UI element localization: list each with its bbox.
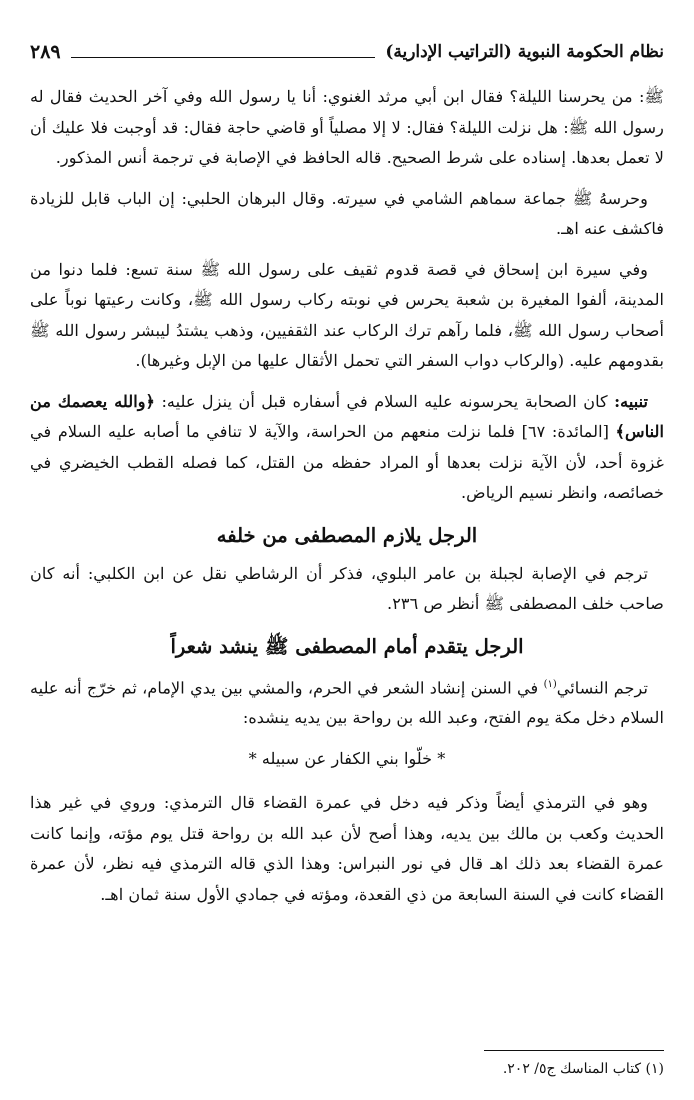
page-body: [30, 82, 664, 920]
poetry-verse: * خلّوا بني الكفار عن سبيله *: [248, 748, 446, 768]
paragraph: وهو في الترمذي أيضاً وذكر فيه دخل في عمرة القضاء قال الترمذي: وروي في غير هذا الحديث وكعب بن مالك بين يديه، وهذا أصح لأن عبد الله بن رواحة قتل يوم مؤته، وإنما كانت عمرة القضاء بعد ذلك اهـ قال في نور النبراس: وهذا الذي قاله الترمذي فيه نظر، لأن عمرة القضاء كانت في السنة السابعة من ذي القعدة، ومؤته في جمادي الأول سنة ثمان اهـ.: [30, 793, 664, 904]
quran-verse: ﴿والله يعصمك من الناس﴾: [30, 391, 664, 441]
paragraph: ترجم في الإصابة لجبلة بن عامر البلوي، فذكر أن الرشاطي نقل عن ابن الكلبي: أنه كان صاحب خلف المصطفى ﷺ أنظر ص ٢٣٦.: [30, 563, 664, 613]
section-heading: الرجل يتقدم أمام المصطفى ﷺ ينشد شعراً: [170, 634, 524, 658]
section-heading: الرجل يلازم المصطفى من خلفه: [216, 523, 478, 547]
paragraph: [30, 670, 664, 734]
footnote-ref[interactable]: (١): [543, 678, 557, 690]
footnote: (١) كتاب المناسك ج٥/ ٢٠٢.: [502, 1061, 664, 1077]
footnote-rule: [484, 1050, 664, 1051]
note-paragraph: [30, 387, 664, 509]
text-before-ref: ترجم النسائي: [556, 677, 648, 697]
paragraph: ﷺ: من يحرسنا الليلة؟ فقال ابن أبي مرثد الغنوي: أنا يا رسول الله وفي آخر الحديث فقال له رسول الله ﷺ: هل نزلت الليلة؟ فقال: لا إلا مصلياً أو قاضي حاجة فقال: قد أوجبت فلا عليك أن لا تعمل بعدها. إسناده على شرط الصحيح. قاله الحافظ في الإصابة في ترجمة أنس المذكور.: [30, 87, 664, 167]
note-lead: تنبيه:: [614, 391, 648, 411]
header-rule: [71, 57, 376, 58]
page-number: ٢٨٩: [30, 41, 61, 63]
note-text-after: [المائدة: ٦٧] فلما نزلت منعهم من الحراسة، والآية لا تنافي ما أصابه عليه السلام في غزوة أحد، لأن الآية نزلت بعدها أو المراد حفظه من القتل، كما فصله القطب الخيضري في خصائصه، وانظر نسيم الرياض.: [30, 422, 664, 502]
paragraph: وحرسهُ ﷺ جماعة سماهم الشامي في سيرته. وقال البرهان الحلبي: إن الباب قابل للزيادة فاكشف عنه اهـ.: [30, 188, 664, 238]
paragraph: وفي سيرة ابن إسحاق في قصة قدوم ثقيف على رسول الله ﷺ سنة تسع: فلما دنوا من المدينة، ألفوا المغيرة بن شعبة يحرس في نوبته ركاب رسول الله ﷺ، وكانت رعيتها نوباً على أصحاب رسول الله ﷺ، فلما رآهم ترك الركاب عند الثقفيين، وذهب يشتدُ ليبشر رسول الله ﷺ بقدومهم عليه. (والركاب دواب السفر التي تحمل الأثقال عليها من الإبل وغيرها).: [30, 259, 664, 370]
running-title: نظام الحكومة النبوية (التراتيب الإدارية): [385, 42, 664, 62]
note-text-before: كان الصحابة يحرسونه عليه السلام في أسفاره قبل أن ينزل عليه:: [155, 391, 615, 411]
text-after-ref: في السنن إنشاد الشعر في الحرم، والمشي بين يدي الإمام، ثم خرّج أنه عليه السلام دخل مكة يوم الفتح، وعبد الله بن رواحة بين يديه ينشده:: [30, 677, 664, 728]
page-header: [30, 38, 664, 66]
